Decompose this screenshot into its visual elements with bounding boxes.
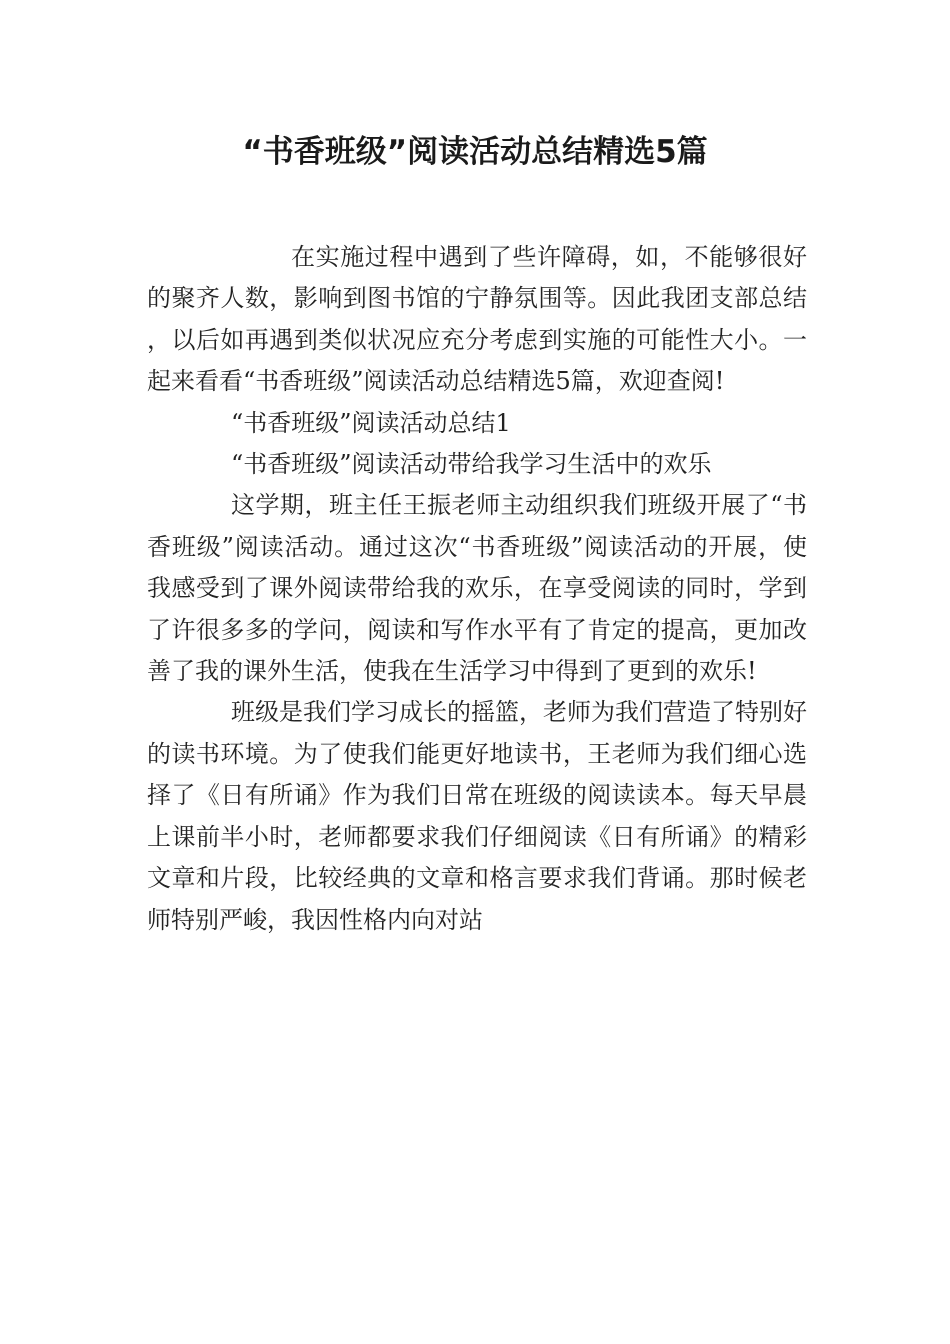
document-title: “书香班级”阅读活动总结精选5篇 (242, 134, 708, 170)
section-heading: “书香班级”阅读活动总结1 (231, 408, 511, 437)
body-paragraph: 这学期，班主任王振老师主动组织我们班级开展了“书香班级”阅读活动。通过这次“书香班级”阅读活动的开展，使我感受到了课外阅读带给我的欢乐，在享受阅读的同时，学到了许很多多的学问，阅读和写作水平有了肯定的提高，更加改善了我的课外生活，使我在生活学习中得到了更到的欢乐! (147, 491, 807, 686)
body-paragraph: 班级是我们学习成长的摇篮，老师为我们营造了特别好的读书环境。为了使我们能更好地读书，王老师为我们细心选择了《日有所诵》作为我们日常在班级的阅读读本。每天早晨上课前半小时，老师都要求我们仔细阅读《日有所诵》的精彩文章和片段，比较经典的文章和格言要求我们背诵。那时候老师特别严峻，我因性格内向对站 (147, 698, 807, 934)
document-body (147, 237, 807, 941)
intro-paragraph: 在实施过程中遇到了些许障碍，如，不能够很好的聚齐人数，影响到图书馆的宁静氛围等。因此我团支部总结，以后如再遇到类似状况应充分考虑到实施的可能性大小。一起来看看“书香班级”阅读活动总结精选5篇，欢迎查阅! (147, 243, 807, 396)
section-subtitle: “书香班级”阅读活动带给我学习生活中的欢乐 (231, 450, 712, 479)
